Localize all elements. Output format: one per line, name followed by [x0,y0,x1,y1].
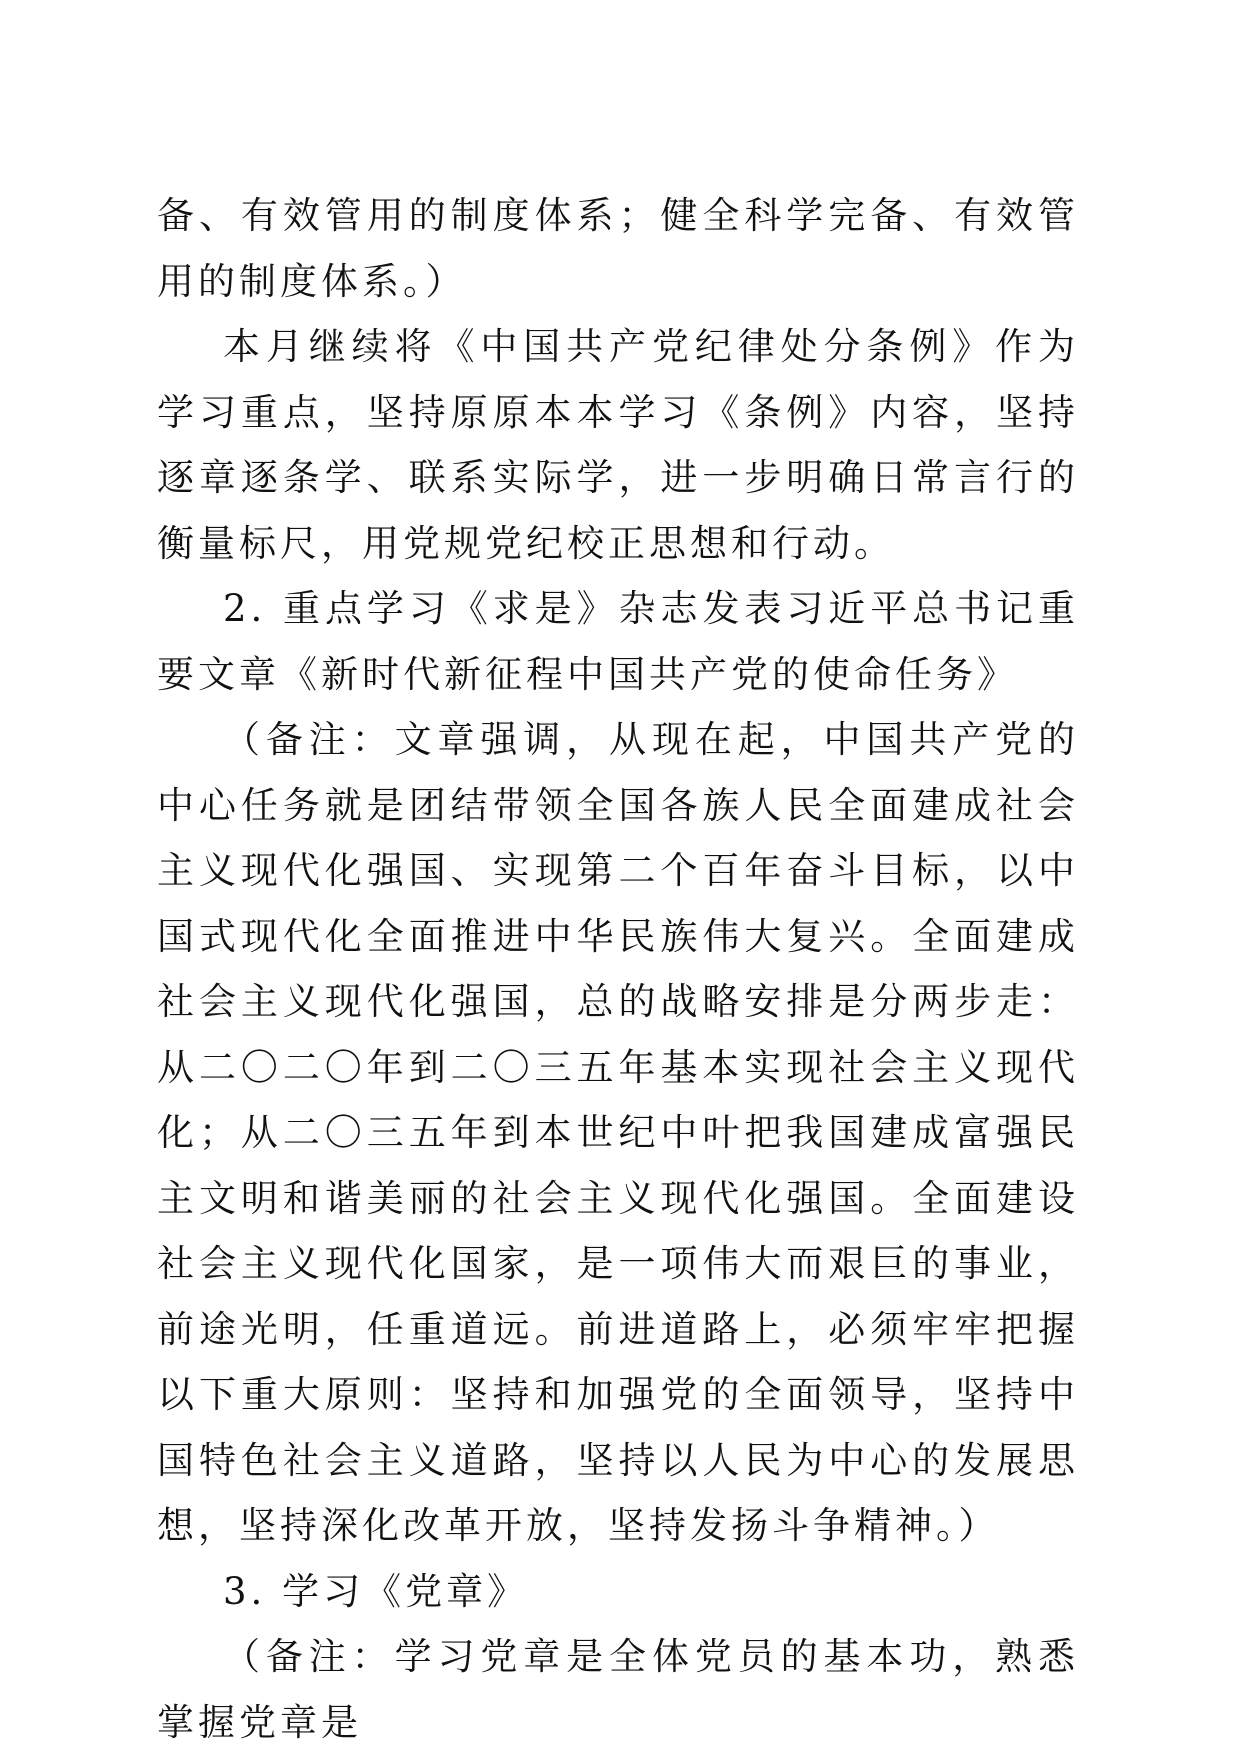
heading-item-2: 2. 重点学习《求是》杂志发表习近平总书记重要文章《新时代新征程中国共产党的使命任务》 [157,587,1079,696]
document-page [157,183,1079,1755]
heading-item-3: 3. 学习《党章》 [223,1569,529,1613]
paragraph-note-item-3: （备注：学习党章是全体党员的基本功，熟悉掌握党章是 [157,1635,1079,1744]
paragraph-note-item-2: （备注：文章强调，从现在起，中国共产党的中心任务就是团结带领全国各族人民全面建成社会主义现代化强国、实现第二个百年奋斗目标，以中国式现代化全面推进中华民族伟大复兴。全面建成社会主义现代化强国，总的战略安排是分两步走：从二〇二〇年到二〇三五年基本实现社会主义现代化；从二〇三五年到本世纪中叶把我国建成富强民主文明和谐美丽的社会主义现代化强国。全面建设社会主义现代化国家，是一项伟大而艰巨的事业，前途光明，任重道远。前进道路上，必须牢牢把握以下重大原则：坚持和加强党的全面领导，坚持中国特色社会主义道路，坚持以人民为中心的发展思想，坚持深化改革开放，坚持发扬斗争精神。） [157,718,1079,1547]
paragraph-study-focus: 本月继续将《中国共产党纪律处分条例》作为学习重点，坚持原原本本学习《条例》内容，坚持逐章逐条学、联系实际学，进一步明确日常言行的衡量标尺，用党规党纪校正思想和行动。 [157,325,1079,565]
paragraph-continuation: 备、有效管用的制度体系；健全科学完备、有效管用的制度体系。） [157,194,1079,303]
